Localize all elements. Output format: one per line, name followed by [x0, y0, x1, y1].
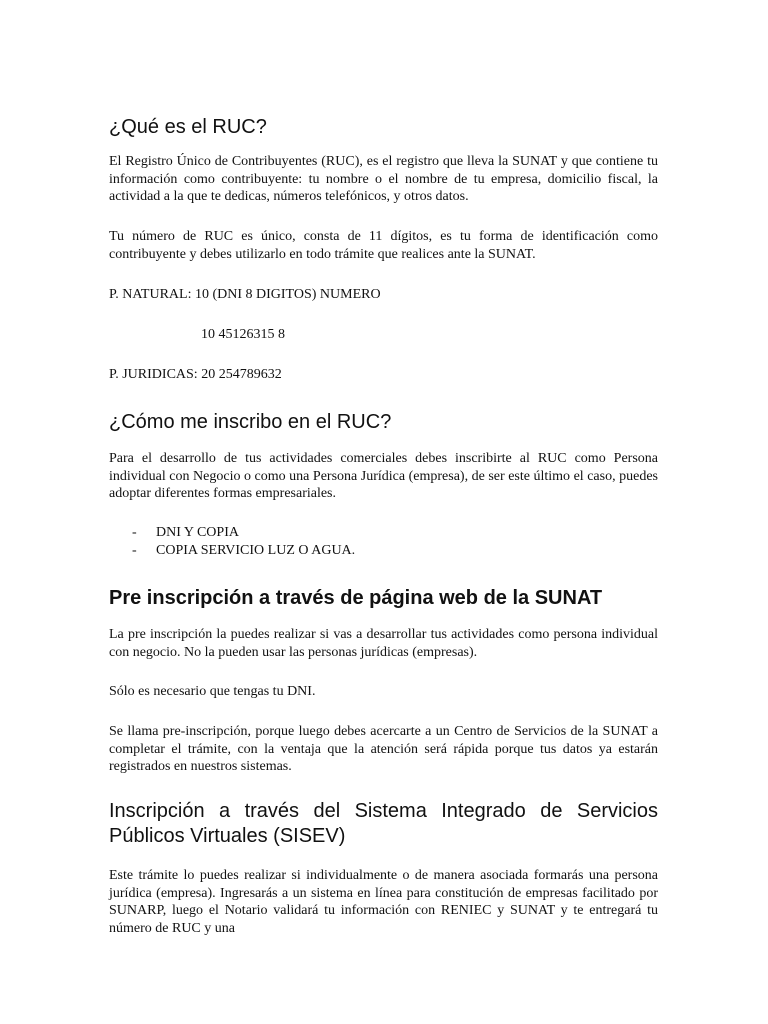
heading-como-inscribo: ¿Cómo me inscribo en el RUC?: [109, 411, 392, 433]
list-item: [132, 524, 355, 542]
dash-marker: -: [132, 525, 137, 540]
paragraph-inscribirte: Para el desarrollo de tus actividades comerciales debes inscribirte al RUC como Persona individual con Negocio o como una Persona Jurídica (empresa), de ser este último el caso, puedes adoptar diferentes formas empresariales.: [109, 451, 658, 501]
paragraph-ruc-definition: El Registro Único de Contribuyentes (RUC), es el registro que lleva la SUNAT y que contiene tu información como contribuyente: tu nombre o el nombre de tu empresa, domicilio fiscal, la actividad a la que te dedicas, números telefónicos, y otros datos.: [109, 154, 658, 204]
heading-que-es-ruc: ¿Qué es el RUC?: [109, 116, 267, 138]
paragraph-ruc-unique: Tu número de RUC es único, consta de 11 dígitos, es tu forma de identificación como contribuyente y debes utilizarlo en todo trámite que realices ante la SUNAT.: [109, 229, 658, 262]
dash-marker: -: [132, 542, 137, 558]
list-item: [132, 542, 355, 560]
paragraph-pre-inscripcion-centro: Se llama pre-inscripción, porque luego debes acercarte a un Centro de Servicios de la SUNAT a completar el trámite, con la ventaja que la atención será rápida porque tus datos ya estarán registrados en nuestros sistemas.: [109, 724, 658, 774]
paragraph-sisev: Este trámite lo puedes realizar si individualmente o de manera asociada formarás una persona jurídica (empresa). Ingresarás a un sistema en línea para constitución de empresas facilitado por SUNARP, luego el Notario validará tu información con RENIEC y SUNAT y te entregará tu número de RUC y una: [109, 868, 658, 936]
heading-pre-inscripcion: Pre inscripción a través de página web de la SUNAT: [109, 587, 603, 609]
text-natural-example: 10 45126315 8: [201, 327, 285, 342]
list-item-label: DNI Y COPIA: [156, 525, 239, 540]
paragraph-pre-inscripcion: La pre inscripción la puedes realizar si vas a desarrollar tus actividades como persona individual con negocio. No la pueden usar las personas jurídicas (empresas).: [109, 627, 658, 660]
list-item-label: COPIA SERVICIO LUZ O AGUA.: [156, 542, 356, 558]
paragraph-dni: Sólo es necesario que tengas tu DNI.: [109, 684, 316, 699]
text-juridicas-line: P. JURIDICAS: 20 254789632: [109, 367, 282, 382]
requirements-list: [132, 524, 355, 559]
heading-sisev: Inscripción a través del Sistema Integrado de Servicios Públicos Virtuales (SISEV): [109, 800, 658, 847]
text-natural-line: P. NATURAL: 10 (DNI 8 DIGITOS) NUMERO: [109, 287, 381, 302]
